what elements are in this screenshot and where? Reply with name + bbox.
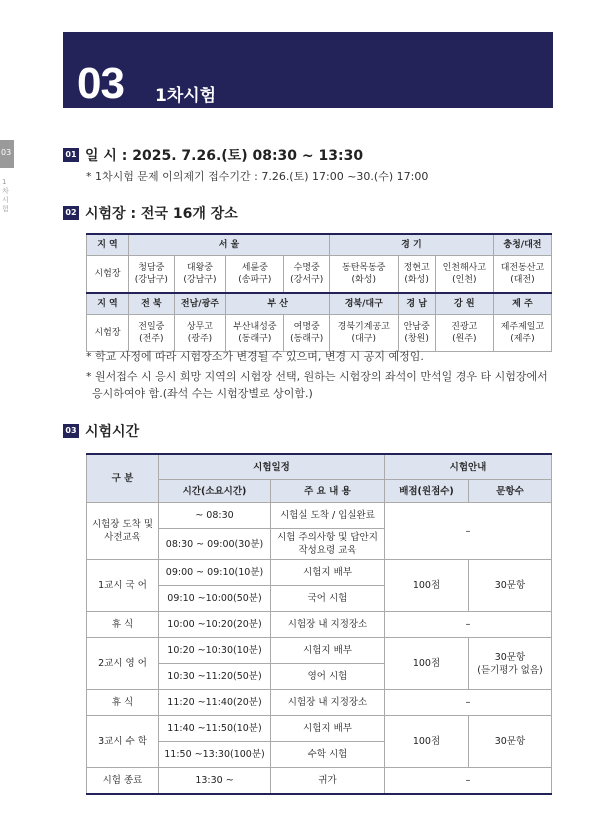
schedule-header-1 (87, 454, 552, 480)
region-seoul: 서 울 (129, 234, 330, 256)
section-1-heading (63, 145, 363, 165)
chapter-title: 1차시험 (155, 86, 217, 106)
row-score: – (385, 690, 552, 716)
row-content: 수학 시험 (271, 742, 385, 768)
header-score: 배점(원점수) (385, 480, 469, 503)
section-2-title: 시험장 : 전국 16개 장소 (85, 206, 238, 222)
venue-cell: 부산내성중 (동래구) (226, 315, 284, 352)
row-time: 13:30 ~ (159, 768, 271, 795)
row-content: 국어 시험 (271, 586, 385, 612)
row-count: 30문항 (469, 560, 552, 612)
venue-cell: 제주제일고 (제주) (493, 315, 551, 352)
schedule-row (87, 503, 552, 529)
section-1-badge: 01 (63, 148, 79, 162)
header-content: 주 요 내 용 (271, 480, 385, 503)
row-time: ~ 08:30 (159, 503, 271, 529)
section-2-note-1: * 학교 사정에 따라 시험장소가 변경될 수 있으며, 변경 시 공지 예정임. (86, 350, 424, 363)
side-tab-number: 03 (1, 148, 12, 157)
row-score: – (385, 503, 552, 560)
row-time: 10:20 ~10:30(10분) (159, 638, 271, 664)
region-gyeongbuk: 경북/대구 (330, 293, 399, 315)
schedule-row (87, 716, 552, 742)
venue-cell: 안남중 (창원) (398, 315, 435, 352)
row-content: 시험지 배부 (271, 638, 385, 664)
row-label: 1교시 국 어 (87, 560, 159, 612)
side-tab (0, 140, 14, 168)
row-label: 휴 식 (87, 612, 159, 638)
header-schedule: 시험일정 (159, 454, 385, 480)
section-3-title: 시험시간 (85, 424, 140, 440)
schedule-row (87, 768, 552, 795)
row-time: 08:30 ~ 09:00(30분) (159, 529, 271, 560)
header-guide: 시험안내 (385, 454, 552, 480)
venue-row-1 (87, 256, 552, 294)
side-text: 1차시험 (2, 178, 9, 213)
section-3-badge: 03 (63, 424, 79, 438)
row-label: 시험장 도착 및 사전교육 (87, 503, 159, 560)
chapter-number: 03 (77, 59, 124, 108)
venue-cell: 전일중 (전주) (129, 315, 175, 352)
row-content: 시험지 배부 (271, 716, 385, 742)
region-gyeongnam: 경 남 (398, 293, 435, 315)
venue-header-row-2 (87, 293, 552, 315)
row-count: 30문항 (듣기평가 없음) (469, 638, 552, 690)
venue-cell: 정현고 (화성) (398, 256, 435, 294)
row-label: 시험 종료 (87, 768, 159, 795)
section-2-badge: 02 (63, 206, 79, 220)
venue-cell: 대왕중 (강남구) (174, 256, 226, 294)
venue-cell: 상무고 (광주) (174, 315, 226, 352)
venue-cell: 청담중 (강남구) (129, 256, 175, 294)
venue-cell: 여명중 (동래구) (284, 315, 330, 352)
region-jeonnam: 전남/광주 (174, 293, 226, 315)
section-2-note-3: 응시하여야 함.(좌석 수는 시험장별로 상이함.) (92, 387, 313, 400)
row-time: 11:40 ~11:50(10분) (159, 716, 271, 742)
schedule-table (86, 453, 552, 795)
row-score: 100점 (385, 560, 469, 612)
venue-cell: 수명중 (강서구) (284, 256, 330, 294)
venue-label: 시험장 (87, 315, 129, 352)
venue-header-row-1 (87, 234, 552, 256)
venue-cell: 진광고 (원주) (435, 315, 493, 352)
section-1-title: 일 시 : 2025. 7.26.(토) 08:30 ~ 13:30 (85, 148, 364, 164)
venue-cell: 동탄목동중 (화성) (330, 256, 399, 294)
row-score: – (385, 612, 552, 638)
row-content: 시험 주의사항 및 답안지 작성요령 교육 (271, 529, 385, 560)
row-content: 시험장 내 지정장소 (271, 612, 385, 638)
region-label: 지 역 (87, 234, 129, 256)
venue-cell: 세륜중 (송파구) (226, 256, 284, 294)
row-content: 시험지 배부 (271, 560, 385, 586)
venue-row-2 (87, 315, 552, 352)
row-count: 30문항 (469, 716, 552, 768)
venue-table (86, 233, 552, 352)
row-score: 100점 (385, 638, 469, 690)
region-label: 지 역 (87, 293, 129, 315)
region-chungcheong: 충청/대전 (493, 234, 551, 256)
row-time: 11:20 ~11:40(20분) (159, 690, 271, 716)
venue-cell: 대전동산고 (대전) (493, 256, 551, 294)
region-jeju: 제 주 (493, 293, 551, 315)
region-gyeonggi: 경 기 (330, 234, 494, 256)
chapter-header (63, 32, 553, 108)
row-score: – (385, 768, 552, 795)
region-jeonbuk: 전 북 (129, 293, 175, 315)
row-time: 09:00 ~ 09:10(10분) (159, 560, 271, 586)
schedule-row (87, 690, 552, 716)
row-content: 귀가 (271, 768, 385, 795)
row-time: 10:00 ~10:20(20분) (159, 612, 271, 638)
venue-cell: 경북기계공고 (대구) (330, 315, 399, 352)
row-time: 11:50 ~13:30(100분) (159, 742, 271, 768)
schedule-row (87, 638, 552, 664)
schedule-row (87, 560, 552, 586)
section-3-heading (63, 421, 139, 441)
header-count: 문항수 (469, 480, 552, 503)
row-label: 2교시 영 어 (87, 638, 159, 690)
venue-label: 시험장 (87, 256, 129, 294)
region-gangwon: 강 원 (435, 293, 493, 315)
schedule-row (87, 612, 552, 638)
venue-cell: 인천해사고 (인천) (435, 256, 493, 294)
row-content: 시험실 도착 / 입실완료 (271, 503, 385, 529)
row-content: 시험장 내 지정장소 (271, 690, 385, 716)
header-time: 시간(소요시간) (159, 480, 271, 503)
row-time: 09:10 ~10:00(50분) (159, 586, 271, 612)
section-2-heading (63, 203, 238, 223)
row-content: 영어 시험 (271, 664, 385, 690)
section-2-note-2: * 원서접수 시 응시 희망 지역의 시험장 선택, 원하는 시험장의 좌석이 만석일 경우 타 시험장에서 (86, 370, 548, 383)
row-time: 10:30 ~11:20(50분) (159, 664, 271, 690)
region-busan: 부 산 (226, 293, 330, 315)
row-score: 100점 (385, 716, 469, 768)
header-gubun: 구 분 (87, 454, 159, 503)
section-1-note: * 1차시험 문제 이의제기 접수기간 : 7.26.(토) 17:00 ~30.(수) 17:00 (86, 170, 429, 183)
row-label: 휴 식 (87, 690, 159, 716)
row-label: 3교시 수 학 (87, 716, 159, 768)
